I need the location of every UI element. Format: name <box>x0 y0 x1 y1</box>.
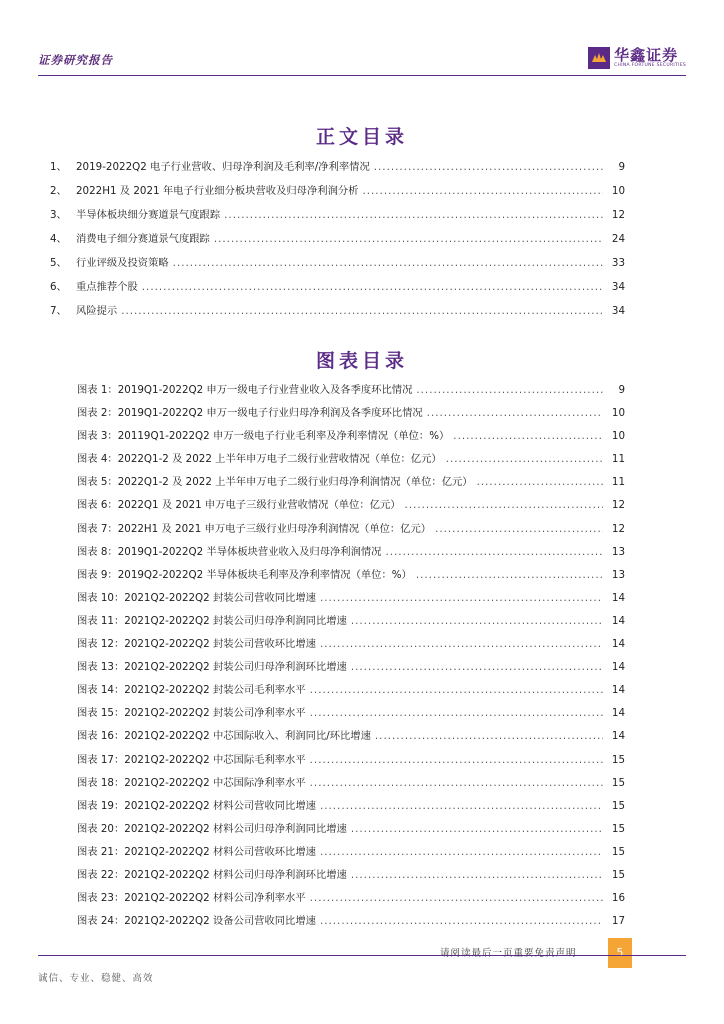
toc-entry-title: 消费电子细分赛道景气度跟踪 <box>76 233 210 245</box>
figure-entry-title: 图表 7：2022H1 及 2021 申万电子三级行业归母净利润情况（单位：亿元） <box>77 522 432 535</box>
dot-leader <box>320 846 603 858</box>
figure-entry[interactable] <box>77 404 625 427</box>
footer-divider <box>38 955 686 956</box>
logo-text: 华鑫证券 <box>614 46 679 64</box>
figure-entry-page: 15 <box>611 776 625 789</box>
dot-leader <box>214 233 603 245</box>
figure-entry-page: 14 <box>611 707 625 720</box>
figure-entry-title: 图表 21：2021Q2-2022Q2 材料公司营收环比增速 <box>77 845 316 858</box>
figure-entry-title: 图表 8：2019Q1-2022Q2 半导体板块营业收入及归母净利润情况 <box>77 545 382 558</box>
dot-leader <box>320 800 603 812</box>
figure-entry-title: 图表 22：2021Q2-2022Q2 材料公司归母净利润环比增速 <box>77 868 347 881</box>
dot-leader <box>405 499 603 511</box>
figures-list <box>77 381 625 935</box>
dot-leader <box>351 869 603 881</box>
figure-entry[interactable] <box>77 450 625 473</box>
toc-entry-page: 34 <box>611 281 625 293</box>
dot-leader <box>362 185 603 197</box>
figure-entry[interactable] <box>77 866 625 889</box>
figure-entry-page: 10 <box>611 407 625 420</box>
figure-entry-title: 图表 2：2019Q1-2022Q2 申万一级电子行业归母净利润及各季度环比情况 <box>77 407 423 420</box>
toc-entry-number: 2、 <box>50 185 67 197</box>
figure-entry-page: 15 <box>611 753 625 766</box>
figure-entry[interactable] <box>77 681 625 704</box>
disclaimer-note: 请阅读最后一页重要免责声明 <box>440 948 577 959</box>
figure-entry-title: 图表 18：2021Q2-2022Q2 中芯国际净利率水平 <box>77 776 306 789</box>
figure-entry[interactable] <box>77 843 625 866</box>
toc-list <box>50 158 625 326</box>
figure-entry-title: 图表 5：2022Q1-2 及 2022 上半年申万电子二级行业归母净利润情况（单位：亿元） <box>77 476 473 489</box>
figure-entry-page: 14 <box>611 684 625 697</box>
toc-entry-page: 10 <box>611 185 625 197</box>
dot-leader <box>173 257 603 269</box>
dot-leader <box>374 161 603 173</box>
figure-entry[interactable] <box>77 797 625 820</box>
dot-leader <box>224 209 603 221</box>
figure-entry[interactable] <box>77 520 625 543</box>
figure-entry-page: 17 <box>611 915 625 928</box>
figure-entry[interactable] <box>77 612 625 635</box>
dot-leader <box>310 892 603 904</box>
figure-entry-title: 图表 3：20119Q1-2022Q2 申万一级电子行业毛利率及净利率情况（单位：%） <box>77 430 450 443</box>
toc-entry-number: 1、 <box>50 161 67 173</box>
dot-leader <box>416 384 603 396</box>
toc-entry-title: 2022H1 及 2021 年电子行业细分板块营收及归母净利润分析 <box>76 185 359 197</box>
figure-entry[interactable] <box>77 774 625 797</box>
figure-entry-title: 图表 10：2021Q2-2022Q2 封装公司营收同比增速 <box>77 591 316 604</box>
dot-leader <box>121 305 603 317</box>
figure-entry-page: 9 <box>618 384 625 396</box>
header-divider <box>38 75 686 76</box>
figure-entry-page: 15 <box>611 868 625 881</box>
figure-entry-page: 14 <box>611 614 625 627</box>
toc-entry[interactable] <box>50 254 625 278</box>
toc-entry-page: 33 <box>611 257 625 269</box>
figure-entry-title: 图表 19：2021Q2-2022Q2 材料公司营收同比增速 <box>77 799 316 812</box>
figure-entry[interactable] <box>77 543 625 566</box>
figure-entry-page: 11 <box>611 476 625 489</box>
page-number: 5 <box>608 938 632 968</box>
toc-entry[interactable] <box>50 182 625 206</box>
figure-entry-page: 14 <box>611 591 625 604</box>
figure-entry-page: 14 <box>611 730 625 743</box>
figure-entry-page: 10 <box>611 430 625 443</box>
figure-entry[interactable] <box>77 912 625 935</box>
toc-entry-number: 6、 <box>50 281 67 293</box>
toc-entry-number: 3、 <box>50 209 67 221</box>
toc-entry-page: 12 <box>611 209 625 221</box>
figure-entry[interactable] <box>77 496 625 519</box>
toc-title: 正文目录 <box>315 126 408 148</box>
dot-leader <box>310 777 603 789</box>
dot-leader <box>142 281 603 293</box>
figure-entry-title: 图表 20：2021Q2-2022Q2 材料公司归母净利润同比增速 <box>77 822 347 835</box>
toc-entry-number: 7、 <box>50 305 67 317</box>
toc-entry-title: 行业评级及投资策略 <box>76 257 169 269</box>
dot-leader <box>416 569 603 581</box>
toc-entry-title: 风险提示 <box>76 305 118 317</box>
figure-entry[interactable] <box>77 589 625 612</box>
figure-entry-page: 14 <box>611 661 625 674</box>
figure-entry-title: 图表 4：2022Q1-2 及 2022 上半年申万电子二级行业营收情况（单位：亿元） <box>77 453 442 466</box>
figure-entry[interactable] <box>77 820 625 843</box>
figure-entry-page: 14 <box>611 638 625 651</box>
logo-mark-icon <box>588 47 610 69</box>
dot-leader <box>310 707 603 719</box>
figure-entry-page: 12 <box>611 522 625 535</box>
dot-leader <box>310 684 603 696</box>
toc-entry-number: 5、 <box>50 257 67 269</box>
figure-entry-page: 12 <box>611 499 625 512</box>
figure-entry[interactable] <box>77 727 625 750</box>
dot-leader <box>375 730 603 742</box>
figure-entry[interactable] <box>77 381 625 404</box>
dot-leader <box>320 638 603 650</box>
toc-entry-number: 4、 <box>50 233 67 245</box>
figure-entry-title: 图表 1：2019Q1-2022Q2 申万一级电子行业营业收入及各季度环比情况 <box>77 384 413 396</box>
dot-leader <box>385 546 603 558</box>
dot-leader <box>320 915 603 927</box>
dot-leader <box>320 592 603 604</box>
figure-entry[interactable] <box>77 635 625 658</box>
figure-entry-title: 图表 11：2021Q2-2022Q2 封装公司归母净利润同比增速 <box>77 614 347 627</box>
figure-entry[interactable] <box>77 427 625 450</box>
figure-entry-page: 16 <box>611 892 625 905</box>
figure-entry-title: 图表 9：2019Q2-2022Q2 半导体板块毛利率及净利率情况（单位：%） <box>77 568 412 581</box>
dot-leader <box>310 754 603 766</box>
dot-leader <box>351 615 603 627</box>
figure-entry-title: 图表 12：2021Q2-2022Q2 封装公司营收环比增速 <box>77 638 316 651</box>
figure-entry[interactable] <box>77 566 625 589</box>
figures-title: 图表目录 <box>315 350 408 372</box>
figure-entry-title: 图表 16：2021Q2-2022Q2 中芯国际收入、利润同比/环比增速 <box>77 730 371 743</box>
figure-entry[interactable] <box>77 704 625 727</box>
figure-entry-page: 15 <box>611 799 625 812</box>
figure-entry-title: 图表 6：2022Q1 及 2021 申万电子三级行业营收情况（单位：亿元） <box>77 499 401 512</box>
figure-entry-title: 图表 24：2021Q2-2022Q2 设备公司营收同比增速 <box>77 915 316 928</box>
dot-leader <box>351 661 603 673</box>
figure-entry[interactable] <box>77 473 625 496</box>
company-motto: 诚信、专业、稳健、高效 <box>38 973 154 984</box>
figure-entry-page: 13 <box>611 568 625 581</box>
toc-entry[interactable] <box>50 230 625 254</box>
toc-entry-page: 9 <box>618 161 625 173</box>
toc-entry[interactable] <box>50 302 625 326</box>
toc-entry-page: 34 <box>611 305 625 317</box>
figure-entry-page: 15 <box>611 822 625 835</box>
toc-entry-title: 半导体板块细分赛道景气度跟踪 <box>76 209 221 221</box>
toc-entry-title: 2019-2022Q2 电子行业营收、归母净利润及毛利率/净利率情况 <box>76 161 370 173</box>
dot-leader <box>351 823 603 835</box>
figure-entry-title: 图表 13：2021Q2-2022Q2 封装公司归母净利润环比增速 <box>77 661 347 674</box>
figure-entry-title: 图表 17：2021Q2-2022Q2 中芯国际毛利率水平 <box>77 753 306 766</box>
figure-entry-title: 图表 15：2021Q2-2022Q2 封装公司净利率水平 <box>77 707 306 720</box>
figure-entry[interactable] <box>77 658 625 681</box>
figure-entry-page: 13 <box>611 545 625 558</box>
toc-entry-title: 重点推荐个股 <box>76 281 138 293</box>
figure-entry[interactable] <box>77 751 625 774</box>
dot-leader <box>453 430 603 442</box>
figure-entry-page: 11 <box>611 453 625 466</box>
report-type-label: 证券研究报告 <box>38 53 113 67</box>
figure-entry-title: 图表 23：2021Q2-2022Q2 材料公司净利率水平 <box>77 892 306 905</box>
dot-leader <box>477 476 603 488</box>
dot-leader <box>435 523 603 535</box>
toc-entry[interactable] <box>50 206 625 230</box>
figure-entry[interactable] <box>77 889 625 912</box>
logo-text-en: CHINA FORTUNE SECURITIES <box>614 63 686 68</box>
figure-entry-title: 图表 14：2021Q2-2022Q2 封装公司毛利率水平 <box>77 684 306 697</box>
dot-leader <box>427 407 603 419</box>
dot-leader <box>446 453 603 465</box>
page-header <box>38 44 686 74</box>
toc-entry[interactable] <box>50 278 625 302</box>
company-logo <box>588 44 686 72</box>
figure-entry-page: 15 <box>611 845 625 858</box>
toc-entry-page: 24 <box>611 233 625 245</box>
toc-entry[interactable] <box>50 158 625 182</box>
